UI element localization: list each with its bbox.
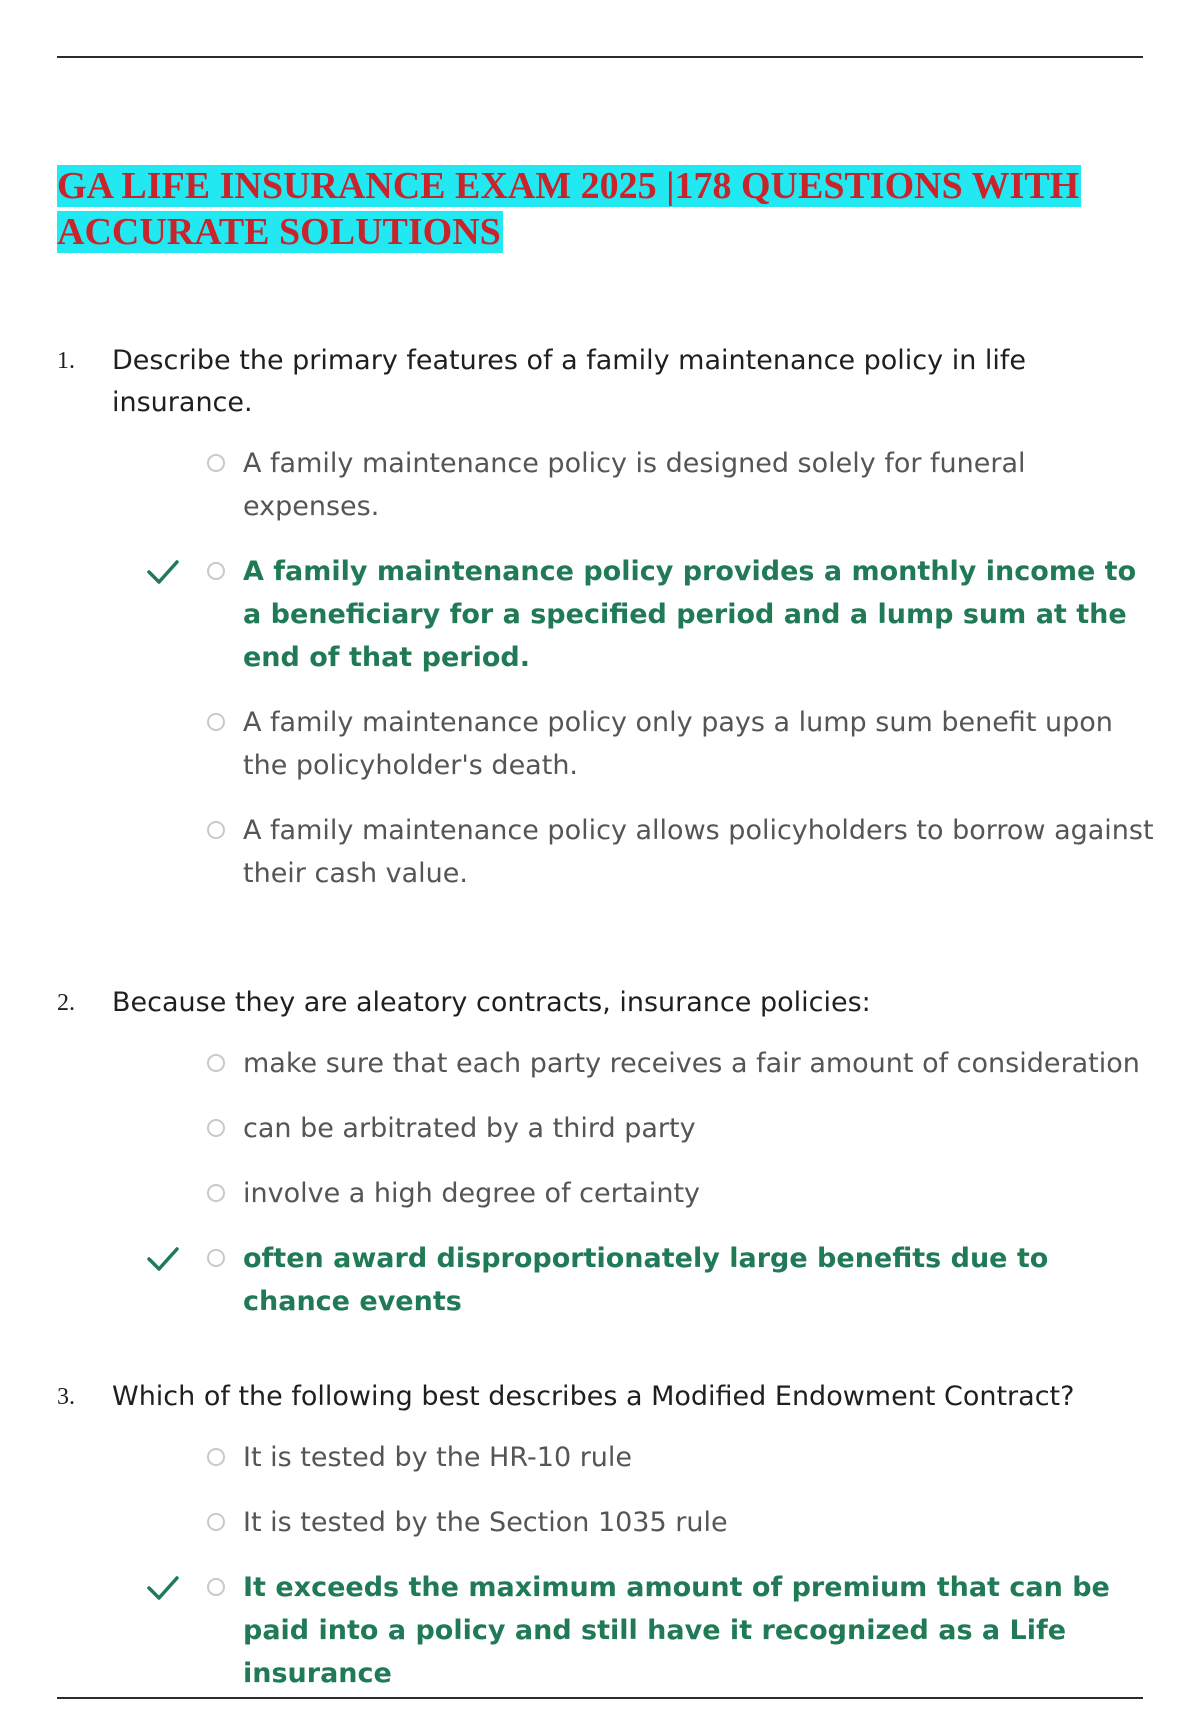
answer-option[interactable] (207, 1107, 1163, 1150)
question-2 (57, 982, 1147, 1345)
answer-option-text: A family maintenance policy provides a monthly income to a beneficiary for a specified period and a lump sum at the end of that period. (243, 556, 1137, 673)
answer-option-text: can be arbitrated by a third party (243, 1113, 696, 1144)
check-icon (145, 1570, 181, 1606)
radio-circle-icon[interactable] (207, 1448, 225, 1466)
radio-circle-icon[interactable] (207, 1054, 225, 1072)
answer-options (57, 442, 1154, 895)
radio-circle-icon[interactable] (207, 1119, 225, 1137)
answer-option-correct[interactable] (207, 1237, 1163, 1323)
answer-option[interactable] (207, 1436, 1163, 1479)
answer-option[interactable] (207, 1042, 1163, 1085)
answer-option-text: It is tested by the HR-10 rule (243, 1442, 633, 1473)
answer-option-text: It is tested by the Section 1035 rule (243, 1507, 728, 1538)
top-divider (57, 56, 1143, 58)
question-text: Describe the primary features of a family maintenance policy in life insurance. (112, 345, 1027, 418)
answer-option[interactable] (207, 442, 1163, 528)
question-text: Because they are aleatory contracts, insurance policies: (112, 987, 871, 1018)
question-text: Which of the following best describes a Modified Endowment Contract? (112, 1381, 1075, 1412)
radio-circle-icon[interactable] (207, 1578, 225, 1596)
answer-option[interactable] (207, 1172, 1163, 1215)
answer-option[interactable] (207, 809, 1163, 895)
radio-circle-icon[interactable] (207, 821, 225, 839)
question-3 (57, 1376, 1147, 1717)
answer-option-text: A family maintenance policy is designed solely for funeral expenses. (243, 448, 1026, 522)
check-icon (145, 1241, 181, 1277)
question-number: 1. (57, 348, 75, 374)
question-number: 3. (57, 1384, 75, 1410)
answer-option-correct[interactable] (207, 1566, 1163, 1695)
radio-circle-icon[interactable] (207, 1513, 225, 1531)
document-title: GA LIFE INSURANCE EXAM 2025 |178 QUESTIONS WITH ACCURATE SOLUTIONS (57, 165, 1080, 253)
answer-option-text: often award disproportionately large benefits due to chance events (243, 1243, 1049, 1317)
radio-circle-icon[interactable] (207, 562, 225, 580)
check-icon (145, 554, 181, 590)
radio-circle-icon[interactable] (207, 1249, 225, 1267)
radio-circle-icon[interactable] (207, 454, 225, 472)
answer-option-text: A family maintenance policy only pays a lump sum benefit upon the policyholder's death. (243, 707, 1113, 781)
answer-option-text: It exceeds the maximum amount of premium that can be paid into a policy and still have it recognized as a Life insurance (243, 1572, 1110, 1689)
question-number: 2. (57, 990, 75, 1016)
question-1 (57, 340, 1154, 917)
answer-option-correct[interactable] (207, 550, 1163, 679)
bottom-divider (57, 1697, 1143, 1699)
answer-option-text: involve a high degree of certainty (243, 1178, 701, 1209)
answer-option-text: make sure that each party receives a fair amount of consideration (243, 1048, 1140, 1079)
answer-option[interactable] (207, 701, 1163, 787)
answer-options (57, 1436, 1147, 1695)
answer-option[interactable] (207, 1501, 1163, 1544)
answer-option-text: A family maintenance policy allows policyholders to borrow against their cash value. (243, 815, 1154, 889)
radio-circle-icon[interactable] (207, 1184, 225, 1202)
radio-circle-icon[interactable] (207, 713, 225, 731)
answer-options (57, 1042, 1147, 1323)
